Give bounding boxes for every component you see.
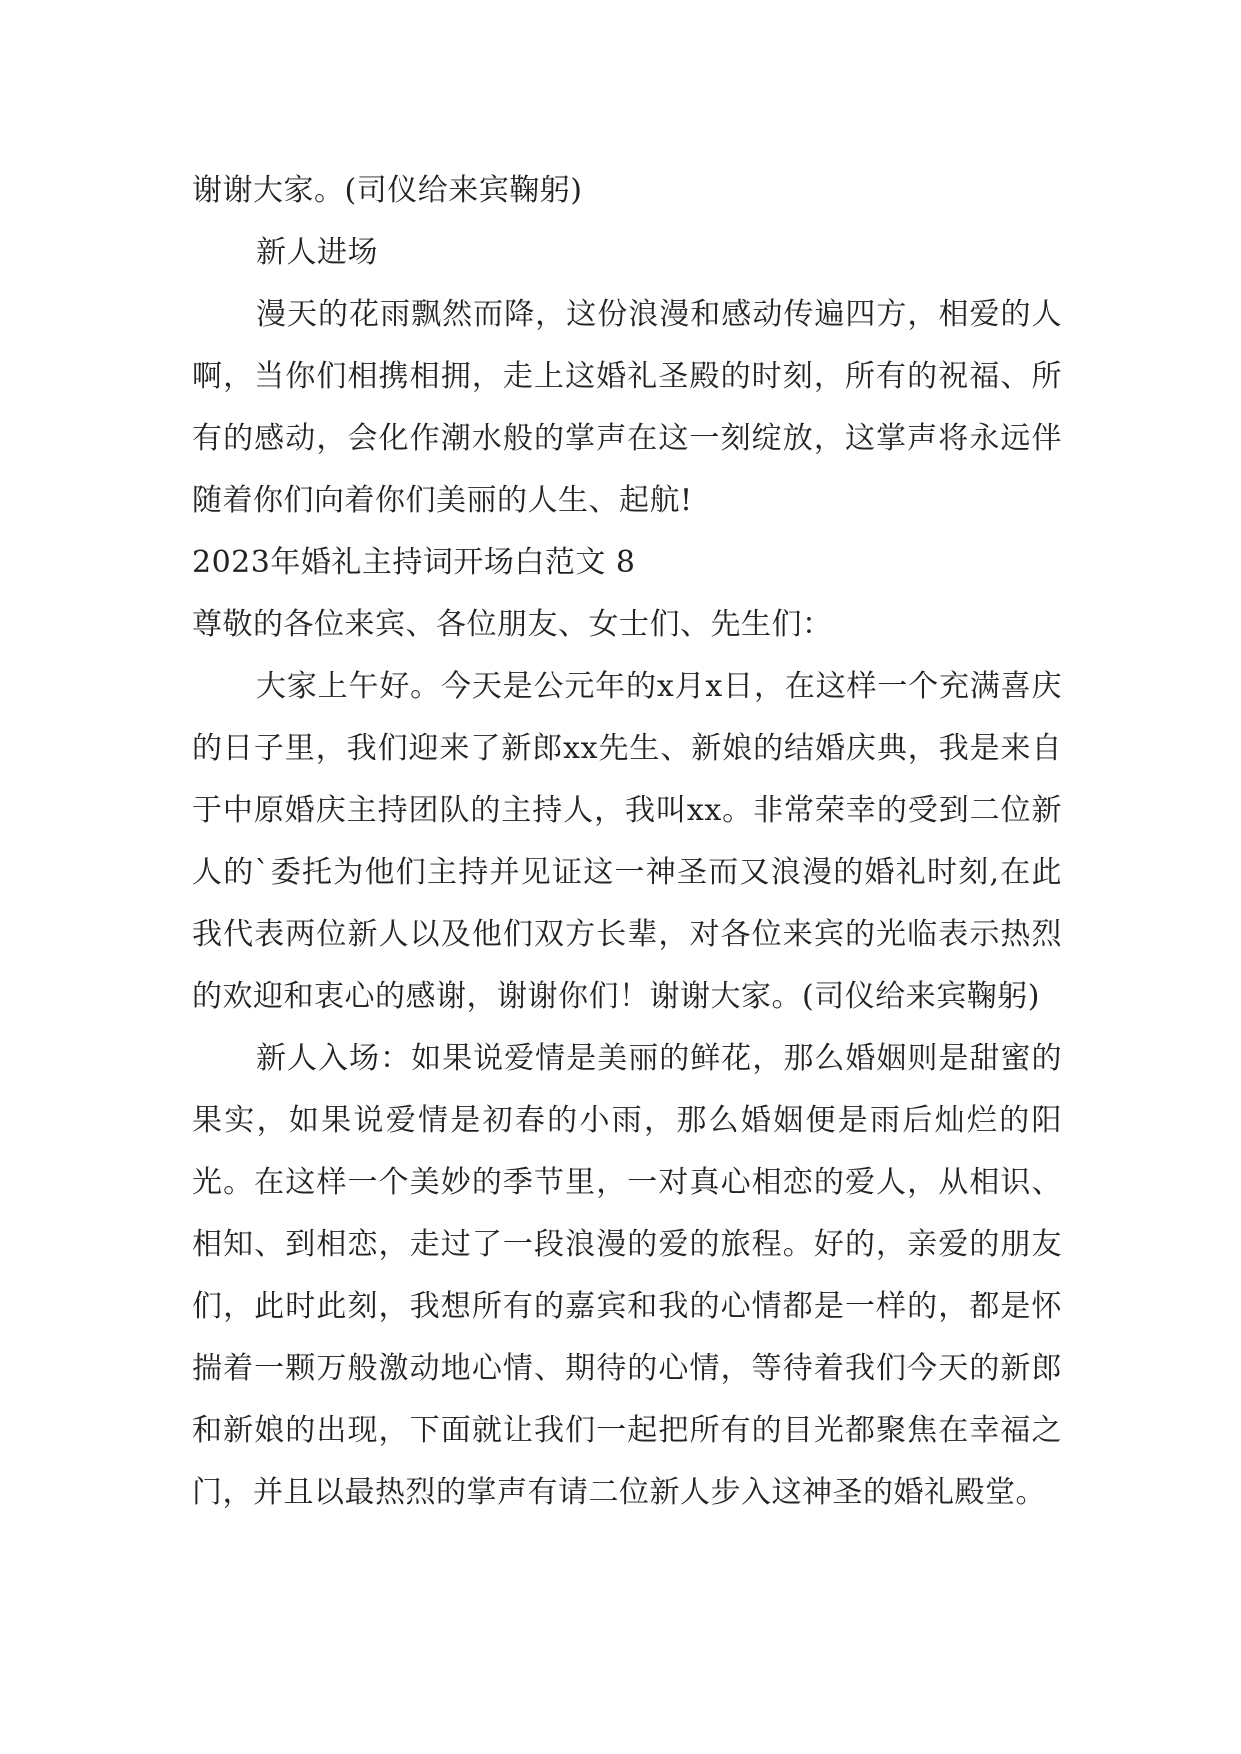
paragraph-greeting: 大家上午好。今天是公元年的x月x日，在这样一个充满喜庆的日子里，我们迎来了新郎xx先生、新娘的结婚庆典，我是来自于中原婚庆主持团队的主持人，我叫xx。非常荣幸的受到二位新人的`委托为他们主持并见证这一神圣而又浪漫的婚礼时刻,在此我代表两位新人以及他们双方长辈，对各位来宾的光临表示热烈的欢迎和衷心的感谢，谢谢你们！谢谢大家。(司仪给来宾鞠躬)	[192, 669, 1062, 1014]
paragraph-thanks: 谢谢大家。(司仪给来宾鞠躬)	[192, 173, 583, 208]
section-heading-entrance: 新人进场	[256, 235, 378, 270]
article-title: 2023年婚礼主持词开场白范文 8	[192, 545, 636, 580]
document-body	[192, 160, 1062, 1524]
paragraph-salutation: 尊敬的各位来宾、各位朋友、女士们、先生们：	[192, 607, 833, 642]
paragraph-couple-entrance: 新人入场：如果说爱情是美丽的鲜花，那么婚姻则是甜蜜的果实，如果说爱情是初春的小雨，那么婚姻便是雨后灿烂的阳光。在这样一个美妙的季节里，一对真心相恋的爱人，从相识、相知、到相恋，走过了一段浪漫的爱的旅程。好的，亲爱的朋友们，此时此刻，我想所有的嘉宾和我的心情都是一样的，都是怀揣着一颗万般激动地心情、期待的心情，等待着我们今天的新郎和新娘的出现，下面就让我们一起把所有的目光都聚焦在幸福之门，并且以最热烈的掌声有请二位新人步入这神圣的婚礼殿堂。	[192, 1041, 1062, 1510]
paragraph-flower-rain: 漫天的花雨飘然而降，这份浪漫和感动传遍四方，相爱的人啊，当你们相携相拥，走上这婚礼圣殿的时刻，所有的祝福、所有的感动，会化作潮水般的掌声在这一刻绽放，这掌声将永远伴随着你们向着你们美丽的人生、起航!	[192, 297, 1062, 518]
